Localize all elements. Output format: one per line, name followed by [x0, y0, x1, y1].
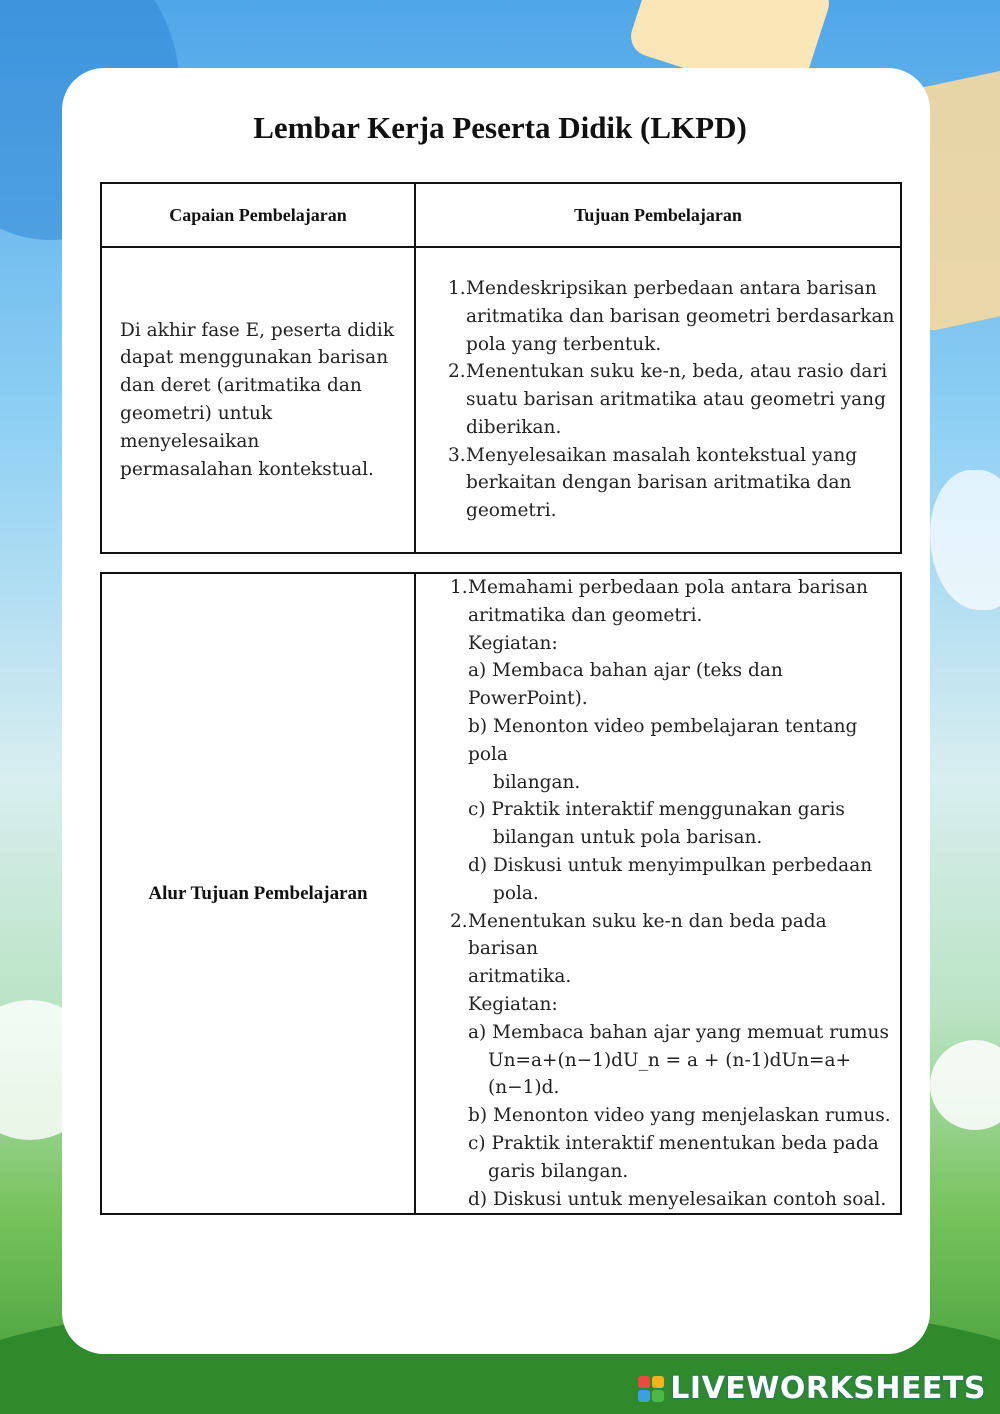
- alur-tujuan-list: [415, 573, 901, 1214]
- capaian-tujuan-table: [100, 182, 902, 554]
- kegiatan-label: Kegiatan:: [468, 632, 558, 654]
- capaian-text: Di akhir fase E, peserta didik dapat menggunakan barisan dan deret (aritmatika dan geometri) untuk menyelesaikan permasalahan kontekstual.: [101, 247, 415, 553]
- activity-item: a) Membaca bahan ajar yang memuat rumus Un=a+(n−1)dU_n = a + (n-1)dUn=a+ (n−1)d.: [468, 1021, 889, 1099]
- activity-item: c) Praktik interaktif menggunakan garis bilangan untuk pola barisan.: [468, 799, 845, 849]
- liveworksheets-logo[interactable]: [638, 1371, 986, 1406]
- header-capaian: Capaian Pembelajaran: [101, 183, 415, 247]
- activity-item: a) Membaca bahan ajar (teks dan PowerPoint).: [468, 660, 783, 710]
- alur-tujuan-table: [100, 572, 902, 1215]
- activity-item: c) Praktik interaktif menentukan beda pada garis bilangan.: [468, 1132, 879, 1182]
- alur-tujuan-label: Alur Tujuan Pembelajaran: [101, 573, 415, 1214]
- list-item: 1. Mendeskripsikan perbedaan antara barisan aritmatika dan barisan geometri berdasarkan pola yang terbentuk.: [448, 277, 895, 355]
- logo-icon: [638, 1376, 664, 1402]
- tujuan-list: [415, 247, 901, 553]
- logo-text: LIVEWORKSHEETS: [670, 1371, 986, 1406]
- activity-item: b) Menonton video pembelajaran tentang pola bilangan.: [468, 715, 858, 793]
- page-title: Lembar Kerja Peserta Didik (LKPD): [253, 110, 747, 145]
- header-tujuan: Tujuan Pembelajaran: [415, 183, 901, 247]
- list-item: 2. Menentukan suku ke-n dan beda pada barisan aritmatika. Kegiatan: a) Membaca bahan ajar yang memuat rumus Un=a+(n−1)dU_n = a + (n-1)dUn=a+ (n−1)d. b) Menonton video yang menjelaskan rumus. c) Praktik interaktif menentukan beda pada garis bilangan. d) Diskusi untuk menyelesaikan contoh soal.: [468, 908, 900, 1214]
- list-item: 2. Menentukan suku ke-n, beda, atau rasio dari suatu barisan aritmatika atau geometri yang diberikan.: [448, 361, 888, 438]
- kegiatan-label: Kegiatan:: [468, 993, 558, 1015]
- activity-item: d) Diskusi untuk menyimpulkan perbedaan pola.: [468, 854, 873, 904]
- list-item: 1. Memahami perbedaan pola antara barisan aritmatika dan geometri. Kegiatan: a) Membaca bahan ajar (teks dan PowerPoint). b) Menonton video pembelajaran tentang pola bilangan. c) Praktik interaktif menggunakan garis bilangan untuk pola barisan. d) Diskusi untuk menyimpulkan perbedaan pola.: [468, 574, 900, 908]
- activity-item: d) Diskusi untuk menyelesaikan contoh soal.: [468, 1188, 887, 1210]
- list-item: 3. Menyelesaikan masalah kontekstual yang berkaitan dengan barisan aritmatika dan geometri.: [448, 444, 858, 522]
- activity-item: b) Menonton video yang menjelaskan rumus.: [468, 1105, 891, 1127]
